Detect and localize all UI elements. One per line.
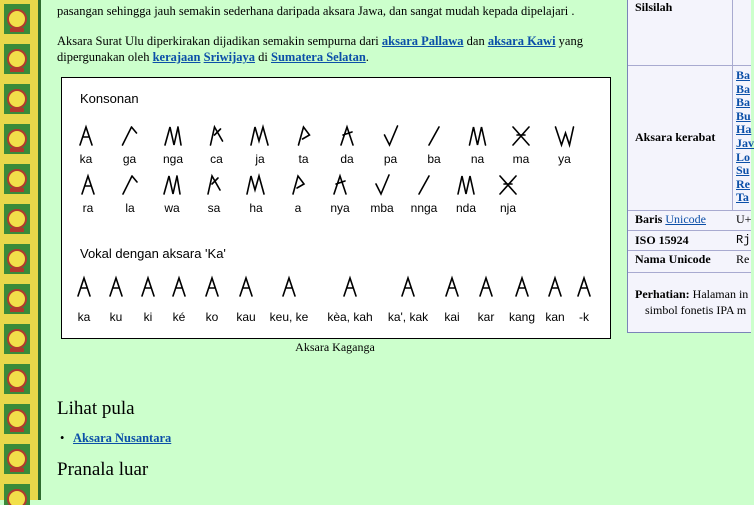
vowel-label: ka', kak [387, 310, 429, 324]
consonant-label: ga [122, 152, 137, 166]
consonant-label: ra [82, 201, 94, 215]
kaganga-chart [62, 78, 610, 338]
text: yang dipergunakan oleh [57, 34, 583, 64]
vowels-heading: Vokal dengan aksara 'Ka' [80, 246, 226, 261]
consonant-glyph [470, 127, 486, 145]
consonant-glyph [208, 176, 220, 194]
vowel-label: -k [579, 310, 589, 324]
label-aksara-kerabat: Aksara kerabat [635, 130, 716, 144]
list-item [73, 431, 171, 446]
link-unicode[interactable]: Unicode [665, 212, 706, 226]
consonant-glyph [80, 127, 92, 145]
consonant-glyph [123, 176, 137, 194]
consonant-label: nda [455, 201, 477, 215]
kaganga-script-image[interactable] [61, 77, 611, 339]
label-silsilah: Silsilah [635, 0, 673, 14]
consonant-glyph [82, 176, 94, 194]
link-related-script[interactable]: Ba [736, 68, 751, 82]
link-aksara-kawi[interactable]: aksara Kawi [487, 34, 556, 48]
vowel-glyph [240, 278, 252, 296]
consonant-label: nya [330, 201, 350, 215]
paragraph-intro: pasangan sehingga jauh semakin sederhana daripada aksara Jawa, dan sangat mudah kepada dipelajari . [57, 4, 575, 18]
vowel-glyph [344, 278, 356, 296]
link-related-script[interactable]: Lo [736, 149, 751, 164]
text: Aksara Surat Ulu diperkirakan dijadikan semakin sempurna dari [57, 34, 382, 48]
link-sriwijaya[interactable]: Sriwijaya [203, 50, 256, 64]
vowel-glyph [110, 278, 122, 296]
consonant-glyph [211, 127, 223, 145]
vowel-label: ku [109, 310, 123, 324]
consonant-glyph [251, 127, 268, 145]
link-kerajaan[interactable]: kerajaan [152, 50, 201, 64]
vowel-glyph [578, 278, 590, 296]
link-aksara-nusantara[interactable]: Aksara Nusantara [73, 431, 172, 445]
vowel-label: ki [143, 310, 153, 324]
column-divider [732, 0, 733, 210]
row-divider [628, 210, 751, 211]
consonant-glyph [341, 127, 353, 145]
text: Baris [635, 212, 666, 226]
consonant-glyph [164, 176, 180, 194]
consonant-glyph [299, 127, 310, 145]
text: simbol fonetis IPA m [645, 303, 747, 317]
text: dan [463, 34, 488, 48]
text: di [255, 50, 271, 64]
vowel-label: kang [508, 310, 536, 324]
consonant-glyph [123, 127, 137, 145]
row-divider [628, 230, 751, 231]
link-related-script[interactable]: Ba [736, 95, 751, 110]
consonant-glyph [500, 176, 516, 194]
link-aksara-pallawa[interactable]: aksara Pallawa [381, 34, 464, 48]
consonant-glyph [247, 176, 264, 194]
vowel-label: kai [444, 310, 460, 324]
consonant-glyph [556, 127, 574, 145]
vowel-label: ko [205, 310, 219, 324]
consonant-glyph [419, 176, 429, 194]
vowel-glyph [206, 278, 218, 296]
consonant-glyph [293, 176, 304, 194]
vowel-label: kan [545, 310, 565, 324]
link-related-script[interactable]: Ba [736, 81, 751, 96]
consonant-label: ba [427, 152, 441, 166]
consonant-label: nja [499, 201, 517, 215]
consonant-label: ja [255, 152, 265, 166]
notice-text [635, 286, 748, 318]
consonant-glyph [334, 176, 346, 194]
value-nama-unicode: Re [736, 252, 750, 266]
link-related-script[interactable]: Bu [736, 108, 751, 123]
row-divider [628, 272, 751, 273]
text: . [365, 50, 369, 64]
consonant-label: pa [383, 152, 398, 166]
vowel-glyph [480, 278, 492, 296]
link-related-script[interactable]: Ha [736, 122, 752, 137]
vowel-label: kèa, kah [327, 310, 373, 324]
consonant-label: a [294, 201, 302, 215]
consonant-label: sa [207, 201, 221, 215]
consonant-glyph [165, 127, 181, 145]
notice-label: Perhatian: [635, 287, 690, 301]
consonant-label: wa [164, 201, 180, 215]
row-divider [628, 250, 751, 251]
consonant-glyph [376, 175, 389, 194]
consonant-label: na [470, 152, 485, 166]
infobox [627, 0, 754, 333]
vowel-glyph [402, 278, 414, 296]
vowel-label: kau [236, 310, 256, 324]
consonant-glyph [385, 126, 398, 145]
vowel-glyph [549, 278, 561, 296]
consonant-label: ha [249, 201, 263, 215]
row-divider [628, 65, 751, 66]
consonant-label: ca [210, 152, 223, 166]
label-nama-unicode: Nama Unicode [635, 252, 711, 266]
consonant-glyph [513, 127, 529, 145]
emblem-pattern [0, 0, 38, 500]
consonants-heading: Konsonan [80, 91, 139, 106]
vowel-glyph [283, 278, 295, 296]
vowel-glyph [516, 278, 528, 296]
value-iso-15924: Rj [736, 233, 751, 247]
vowel-label: ké [172, 310, 186, 324]
link-related-script[interactable]: Jav [736, 136, 754, 150]
consonant-label: nga [162, 152, 184, 166]
figure-caption: Aksara Kaganga [295, 340, 375, 354]
vowel-glyph [446, 278, 458, 296]
section-title-see-also: Lihat pula [57, 398, 135, 419]
vowel-glyph [173, 278, 185, 296]
paragraph-origin [57, 33, 617, 65]
consonant-label: ka [79, 152, 93, 166]
consonant-label: nnga [410, 201, 438, 215]
vowel-label: kar [477, 310, 495, 324]
section-title-external-links: Pranala luar [57, 459, 149, 480]
consonant-glyph [429, 127, 439, 145]
decorative-border [0, 0, 41, 500]
label-baris-unicode [635, 212, 706, 227]
label-iso-15924: ISO 15924 [635, 233, 689, 247]
consonant-label: ya [558, 152, 571, 166]
link-sumatera-selatan[interactable]: Sumatera Selatan [271, 50, 366, 64]
link-related-script[interactable]: Su [736, 163, 750, 178]
link-related-script[interactable]: Ta [736, 190, 749, 205]
vowel-glyph [142, 278, 154, 296]
consonant-label: ma [512, 152, 530, 166]
vowel-label: ka [77, 310, 91, 324]
consonant-label: la [125, 201, 135, 215]
vowel-glyph [78, 278, 90, 296]
consonant-label: mba [370, 201, 394, 215]
consonant-label: ta [298, 152, 309, 166]
value-baris-unicode: U+ [736, 212, 752, 226]
vowel-label: keu, ke [269, 310, 309, 324]
consonant-glyph [458, 176, 474, 194]
consonant-label: da [340, 152, 354, 166]
text: Halaman in [689, 287, 749, 301]
link-related-script[interactable]: Re [736, 176, 750, 191]
